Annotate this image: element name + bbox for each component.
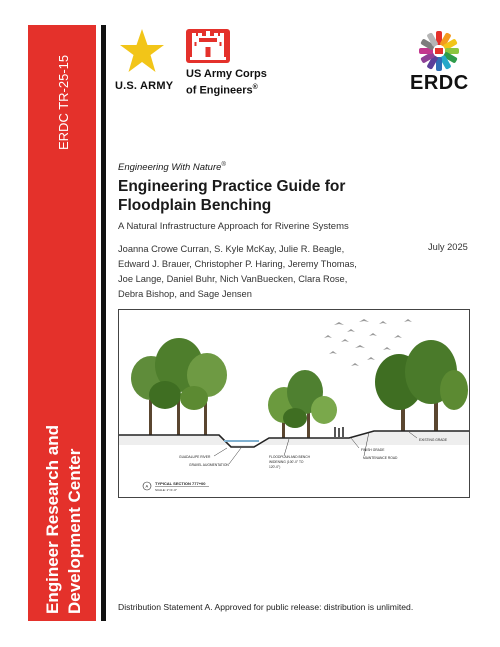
author-line: Joe Lange, Daniel Buhr, Nich VanBuecken, Clara Rose, bbox=[118, 274, 348, 284]
report-number: ERDC TR-25-15 bbox=[56, 54, 71, 150]
series-registered-mark: ® bbox=[221, 162, 226, 168]
middle-tree-group-icon bbox=[268, 370, 337, 438]
usace-line-1: US Army Corps bbox=[186, 68, 267, 80]
author-list bbox=[118, 242, 358, 302]
army-logo-text: U.S. ARMY bbox=[115, 80, 174, 92]
label-gravel: GRAVEL AUGMENTATION bbox=[189, 463, 229, 467]
author-line: Debra Bishop, and Sage Jensen bbox=[118, 289, 252, 299]
cross-section-illustration bbox=[119, 310, 469, 497]
label-finish-grade: FINISH GRADE bbox=[361, 448, 385, 452]
usace-registered-mark: ® bbox=[252, 84, 258, 91]
section-marker-letter: A bbox=[145, 483, 149, 489]
usace-castle-icon bbox=[186, 29, 230, 63]
army-star-icon bbox=[118, 28, 166, 74]
center-name-line-1: Engineer Research and bbox=[43, 425, 62, 614]
section-scale: SCALE: 1"=1'-0" bbox=[155, 488, 177, 492]
label-existing-grade: EXISTING GRADE bbox=[419, 438, 448, 442]
report-subtitle: A Natural Infrastructure Approach for Riverine Systems bbox=[118, 221, 349, 232]
label-river: GUADALUPE RIVER bbox=[179, 455, 211, 459]
side-divider-line bbox=[101, 25, 106, 621]
distribution-statement: Distribution Statement A. Approved for public release: distribution is unlimited. bbox=[118, 602, 414, 612]
author-line: Edward J. Brauer, Christopher P. Haring, Jeremy Thomas, bbox=[118, 259, 357, 269]
author-line: Joanna Crowe Curran, S. Kyle McKay, Julie R. Beagle, bbox=[118, 244, 345, 254]
erdc-logo-text: ERDC bbox=[410, 72, 469, 94]
usace-line-2: of Engineers® bbox=[186, 84, 258, 97]
label-extent: 120'-0") bbox=[269, 465, 281, 469]
erdc-emblem-icon bbox=[417, 29, 461, 73]
series-name: Engineering With Nature® bbox=[118, 162, 226, 174]
label-bench: FLOODPLAIN AND BENCH bbox=[269, 455, 311, 459]
left-tree-group-icon bbox=[131, 338, 227, 437]
label-widening: WIDENING (100'-0" TO bbox=[269, 460, 304, 464]
cross-section-figure bbox=[118, 309, 470, 498]
center-name bbox=[42, 425, 86, 614]
report-title: Engineering Practice Guide for Floodplain Benching bbox=[118, 178, 346, 214]
section-title: TYPICAL SECTION 777+00 bbox=[155, 481, 206, 486]
usace-logo-text bbox=[186, 67, 267, 98]
right-tree-group-icon bbox=[375, 340, 468, 435]
publication-date: July 2025 bbox=[428, 242, 468, 252]
center-name-line-2: Development Center bbox=[65, 448, 84, 614]
label-maintenance-road: MAINTENANCE ROAD bbox=[363, 456, 398, 460]
